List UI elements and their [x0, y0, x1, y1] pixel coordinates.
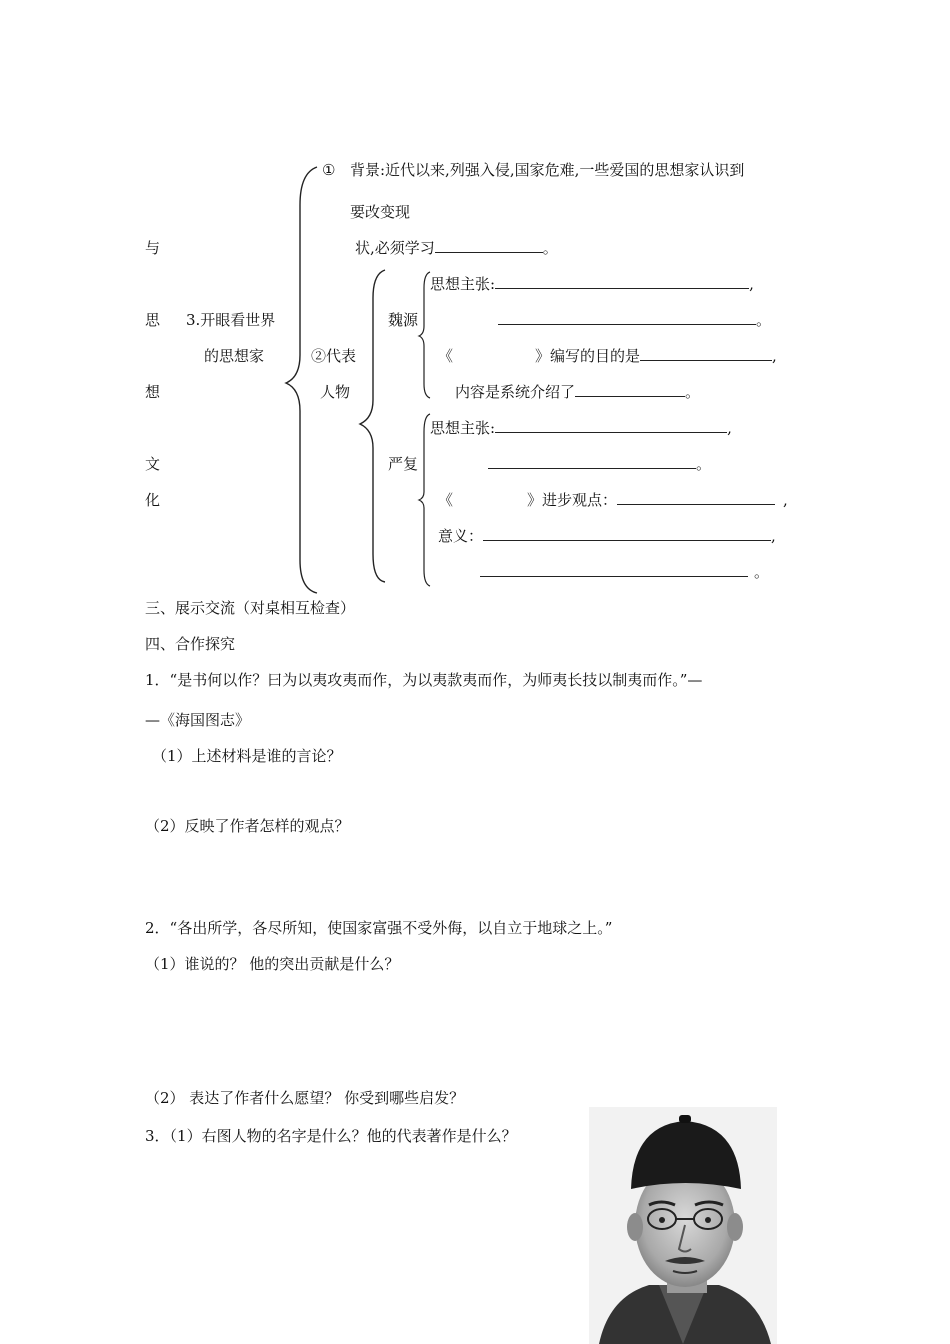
yan-idea-label: 思想主张: — [430, 419, 496, 437]
wei-book-purpose-label: 》编写的目的是 — [535, 347, 641, 365]
side-title-char-2: 思 — [145, 311, 161, 329]
wei-idea-line-2 — [498, 310, 771, 330]
wei-content-line — [455, 382, 700, 402]
blank-learn[interactable] — [435, 238, 543, 253]
rep-label-line-2: 人物 — [320, 383, 351, 401]
yan-idea-period: 。 — [696, 455, 712, 473]
yan-idea-line-2 — [488, 454, 711, 474]
wei-idea-line — [430, 274, 754, 294]
q1-line-2: —《海国图志》 — [145, 711, 251, 729]
bg-line-2: 要改变现 — [350, 203, 411, 221]
q1-line-1: 1．“是书何以作？曰为以夷攻夷而作，为以夷款夷而作，为师夷长技以制夷而作。”— — [145, 671, 703, 689]
yan-brace — [418, 412, 432, 588]
outline-brace-reps — [357, 268, 387, 584]
outline-brace-main — [282, 165, 322, 595]
wei-idea-label: 思想主张: — [430, 275, 496, 293]
wei-idea-comma: , — [749, 275, 754, 293]
blank-yan-meaning-2[interactable] — [480, 562, 748, 577]
yan-book-view-label: 》进步观点： — [527, 491, 618, 509]
topic-line-1: 3.开眼看世界 — [186, 311, 276, 329]
yan-idea-line — [430, 418, 732, 438]
section-4-heading: 四、合作探究 — [145, 635, 236, 653]
blank-wei-idea-1[interactable] — [495, 274, 749, 289]
wei-idea-period: 。 — [756, 311, 772, 329]
bg-line-3 — [355, 238, 558, 258]
yan-meaning-comma: , — [771, 527, 776, 545]
yan-book-open: 《 — [438, 491, 454, 509]
wei-content-period: 。 — [685, 383, 701, 401]
yan-book-line — [438, 490, 788, 510]
yan-book-comma: , — [783, 491, 788, 509]
bg-line-3-prefix: 状,必须学习 — [355, 239, 435, 257]
wei-content-label: 内容是系统介绍了 — [455, 383, 576, 401]
side-title-char-3: 想 — [145, 383, 161, 401]
blank-wei-idea-2[interactable] — [498, 310, 756, 325]
q2-sub-2: （2） 表达了作者什么愿望？ 你受到哪些启发？ — [145, 1089, 465, 1107]
bg-marker: ① — [322, 161, 336, 179]
blank-yan-idea-2[interactable] — [488, 454, 696, 469]
portrait-photo — [589, 1107, 777, 1344]
wei-book-line — [438, 346, 777, 366]
blank-yan-idea-1[interactable] — [495, 418, 727, 433]
rep-label-line-1: ②代表 — [311, 347, 357, 365]
wei-name: 魏源 — [388, 311, 419, 329]
blank-yan-view[interactable] — [617, 490, 775, 505]
q1-sub-2: （2）反映了作者怎样的观点？ — [145, 817, 350, 835]
blank-wei-content[interactable] — [575, 382, 685, 397]
side-title-char-5: 化 — [145, 491, 161, 509]
q2-line-1: 2．“各出所学，各尽所知，使国家富强不受外侮，以自立于地球之上。” — [145, 919, 613, 937]
side-title-char-4: 文 — [145, 455, 161, 473]
bg-line-3-period: 。 — [542, 239, 558, 257]
yan-meaning-label: 意义： — [438, 527, 484, 545]
yan-idea-comma: , — [727, 419, 732, 437]
q1-sub-1: （1）上述材料是谁的言论？ — [152, 747, 342, 765]
q2-sub-1: （1）谁说的？ 他的突出贡献是什么？ — [145, 955, 400, 973]
topic-line-2: 的思想家 — [204, 347, 265, 365]
side-title-char-1: 与 — [145, 239, 161, 257]
blank-wei-purpose[interactable] — [640, 346, 772, 361]
wei-book-comma: , — [772, 347, 777, 365]
yan-name: 严复 — [388, 455, 419, 473]
wei-book-open: 《 — [438, 347, 454, 365]
yan-meaning-line-2 — [480, 562, 769, 582]
section-3-heading: 三、展示交流（对桌相互检查） — [145, 599, 356, 617]
blank-yan-meaning-1[interactable] — [483, 526, 771, 541]
yan-meaning-line — [438, 526, 776, 546]
bg-line-1: 背景:近代以来,列强入侵,国家危难,一些爱国的思想家认识到 — [350, 161, 745, 179]
yan-meaning-period: 。 — [754, 563, 770, 581]
q3-line-1: 3．（1）右图人物的名字是什么？他的代表著作是什么？ — [145, 1127, 517, 1145]
